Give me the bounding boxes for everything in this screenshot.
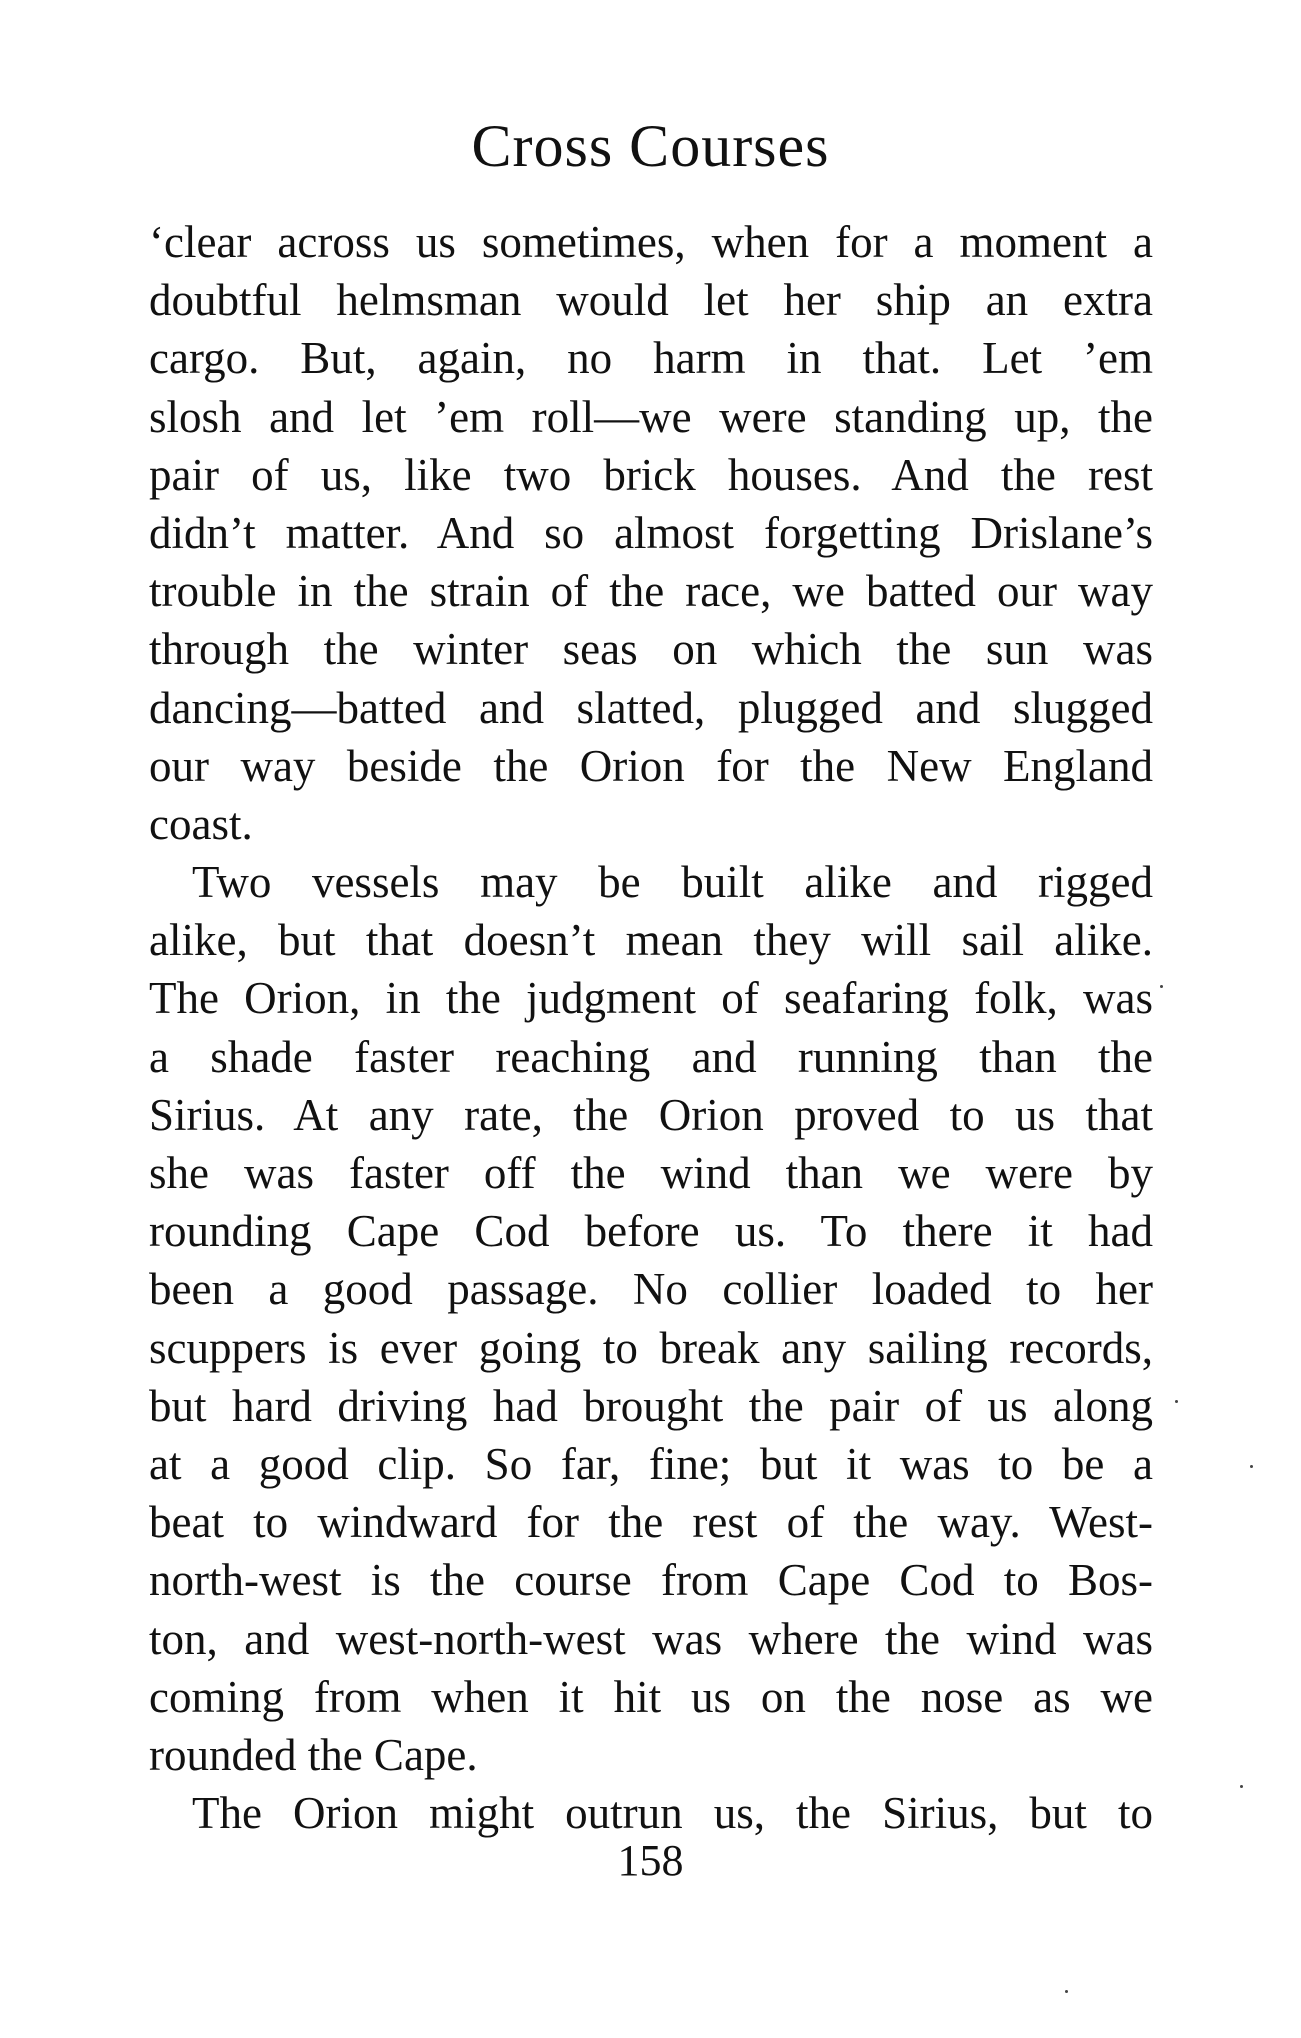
text-line: didn’t matter. And so almost forgetting Drislane’s: [149, 507, 1153, 558]
text-line: rounded the Cape.: [149, 1729, 478, 1780]
body-text: [149, 213, 1153, 1842]
scan-speck: [1160, 985, 1163, 988]
text-line: beat to windward for the rest of the way. West-: [149, 1497, 1153, 1548]
text-line: at a good clip. So far, fine; but it was to be a: [149, 1438, 1153, 1489]
scan-speck: [1065, 1990, 1068, 1993]
text-line: slosh and let ’em roll—we were standing up, the: [149, 391, 1153, 442]
text-line: been a good passage. No collier loaded to her: [149, 1264, 1153, 1315]
text-line: north-west is the course from Cape Cod to Bos-: [149, 1555, 1153, 1606]
text-line: a shade faster reaching and running than the: [149, 1031, 1153, 1082]
text-line: scuppers is ever going to break any sailing records,: [149, 1322, 1153, 1373]
text-line: rounding Cape Cod before us. To there it had: [149, 1206, 1153, 1257]
scan-speck: [1240, 1785, 1243, 1788]
text-line: coming from when it hit us on the nose as we: [149, 1671, 1153, 1722]
text-line: trouble in the strain of the race, we batted our way: [149, 566, 1153, 617]
text-line: ton, and west-north-west was where the wind was: [149, 1613, 1153, 1664]
text-line: she was faster off the wind than we were by: [149, 1148, 1153, 1198]
text-line: Two vessels may be built alike and rigged: [192, 857, 1153, 908]
text-line: coast.: [149, 798, 253, 849]
text-line: The Orion might outrun us, the Sirius, but to: [192, 1788, 1153, 1839]
page-number: 158: [617, 1836, 684, 1885]
text-line: The Orion, in the judgment of seafaring folk, was: [149, 973, 1153, 1024]
text-line: through the winter seas on which the sun was: [149, 624, 1153, 675]
scan-speck: [1250, 1465, 1253, 1468]
running-head: Cross Courses: [471, 113, 830, 179]
text-line: but hard driving had brought the pair of us along: [149, 1380, 1153, 1431]
text-line: alike, but that doesn’t mean they will sail alike.: [149, 915, 1153, 966]
text-line: our way beside the Orion for the New England: [149, 740, 1153, 791]
text-line: ʻclear across us sometimes, when for a moment a: [149, 217, 1153, 267]
text-line: doubtful helmsman would let her ship an extra: [149, 275, 1153, 326]
text-line: pair of us, like two brick houses. And the rest: [149, 449, 1153, 500]
text-line: Sirius. At any rate, the Orion proved to us that: [149, 1089, 1153, 1140]
scan-speck: [1175, 1400, 1178, 1403]
text-line: cargo. But, again, no harm in that. Let ’em: [149, 333, 1153, 384]
text-line: dancing—batted and slatted, plugged and slugged: [149, 682, 1153, 733]
